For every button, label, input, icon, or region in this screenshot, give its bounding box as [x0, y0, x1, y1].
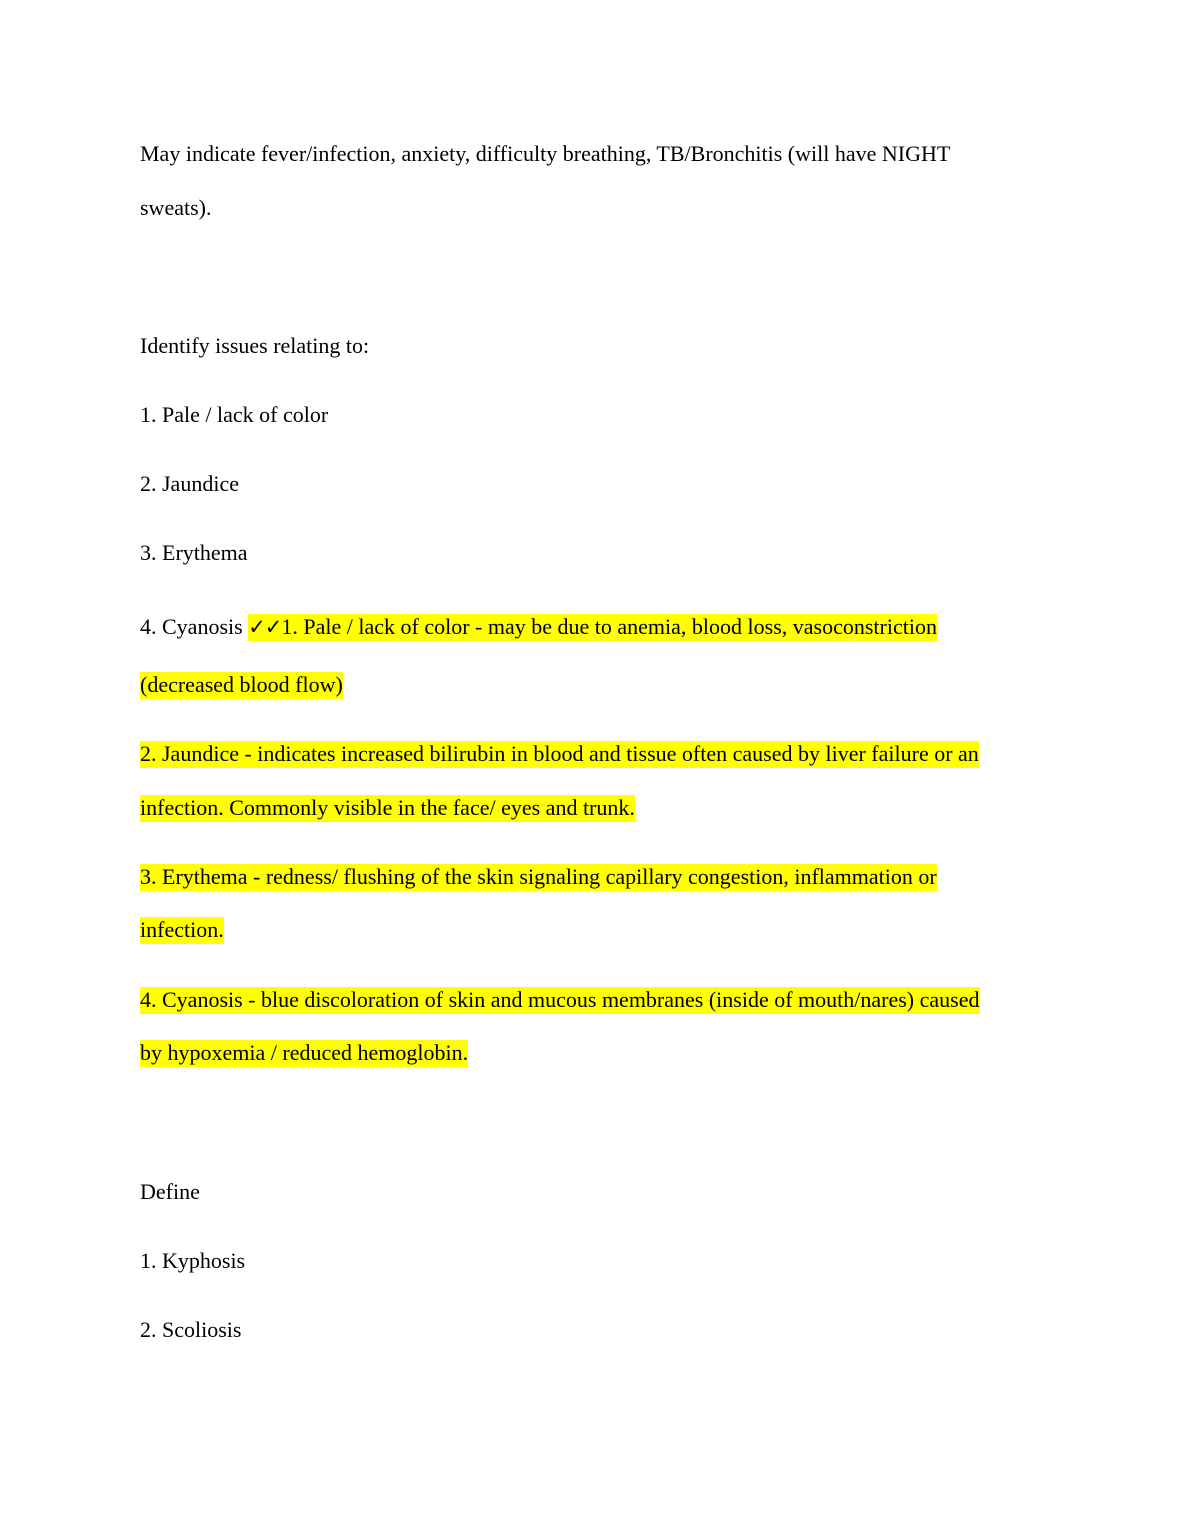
answer-line-7: 4. Cyanosis - blue discoloration of skin and mucous membranes (inside of mouth/nares) caused [140, 987, 980, 1012]
answer-row-6 [140, 917, 224, 943]
answer-line-2: (decreased blood flow) [140, 672, 343, 697]
answer-line-1: 1. Pale / lack of color - may be due to anemia, blood loss, vasoconstriction [281, 614, 937, 639]
answer-line-3: 2. Jaundice - indicates increased bilirubin in blood and tissue often caused by liver failure or an [140, 741, 979, 766]
answer-row-8 [140, 1040, 468, 1066]
checkmark-icon: ✓✓ [248, 615, 282, 639]
answer-row-5 [140, 864, 937, 890]
answer-line-5: 3. Erythema - redness/ flushing of the skin signaling capillary congestion, inflammation or [140, 864, 937, 889]
answer-highlight-start [248, 614, 937, 641]
answer-row-3 [140, 741, 979, 767]
intro-line-2: sweats). [140, 195, 212, 220]
answer-line-4: infection. Commonly visible in the face/ eyes and trunk. [140, 795, 635, 820]
question-1-item-1: 1. Pale / lack of color [140, 402, 329, 427]
answer-row-4 [140, 795, 635, 821]
question-1-item-2: 2. Jaundice [140, 471, 239, 496]
intro-line-1: May indicate fever/infection, anxiety, difficulty breathing, TB/Bronchitis (will have NIGHT [140, 141, 951, 166]
answer-row-2 [140, 672, 343, 698]
answer-line-6: infection. [140, 917, 224, 942]
question-1-item-4: 4. Cyanosis [140, 614, 243, 639]
answer-line-8: by hypoxemia / reduced hemoglobin. [140, 1040, 469, 1065]
question-2-item-2: 2. Scoliosis [140, 1317, 242, 1342]
question-2-item-1: 1. Kyphosis [140, 1248, 246, 1273]
question-1-item-3: 3. Erythema [140, 540, 248, 565]
question-1-item-4-row [140, 614, 937, 640]
question-2-heading: Define [140, 1179, 200, 1204]
answer-row-7 [140, 987, 980, 1013]
question-1-heading: Identify issues relating to: [140, 333, 370, 358]
